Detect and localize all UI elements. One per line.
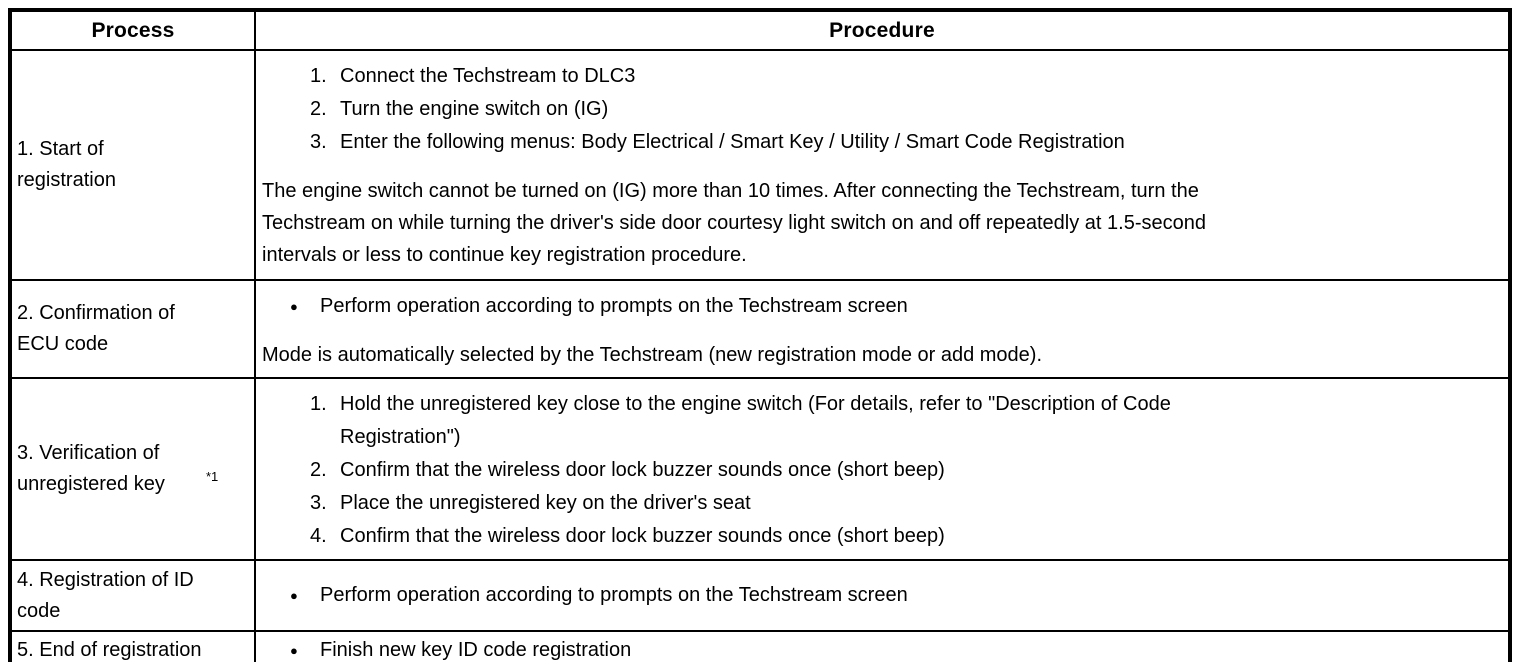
step-number: 2.: [310, 459, 327, 481]
process-procedure-table: [8, 8, 1512, 662]
process-cell: [10, 50, 255, 280]
process-cell: [10, 280, 255, 378]
procedure-bullet-item: [290, 290, 1498, 323]
bullet-text: Finish new key ID code registration: [320, 639, 632, 661]
process-cell: [10, 560, 255, 631]
process-label: 5. End of registration: [17, 639, 202, 661]
process-label: 1. Start of registration: [17, 138, 116, 191]
procedure-step: [310, 520, 1498, 553]
step-text: Turn the engine switch on (IG): [340, 98, 609, 120]
step-text: Connect the Techstream to DLC3: [340, 65, 636, 87]
process-label: 2. Confirmation of ECU code: [17, 302, 175, 355]
bullet-text: Perform operation according to prompts on the Techstream screen: [320, 295, 908, 317]
table-header-row: [10, 10, 1510, 50]
table-row-registration-of-id-code: [10, 560, 1510, 631]
table-row-confirmation-of-ecu-code: [10, 280, 1510, 378]
bullet-text: Perform operation according to prompts on the Techstream screen: [320, 584, 908, 606]
process-label: 4. Registration of ID code: [17, 568, 194, 622]
procedure-step: [310, 126, 1498, 159]
procedure-step: [310, 487, 1498, 520]
step-number: 3.: [310, 492, 327, 514]
procedure-bullet-item: [290, 579, 1498, 612]
table-row-start-of-registration: [10, 50, 1510, 280]
procedure-cell: [255, 378, 1510, 560]
process-label: 3. Verification of unregistered key: [17, 442, 165, 495]
bullet-icon: ●: [290, 643, 298, 658]
procedure-cell: [255, 560, 1510, 631]
step-number: 4.: [310, 525, 327, 547]
step-text: Confirm that the wireless door lock buzzer sounds once (short beep): [340, 525, 945, 547]
footnote-reference: *1: [206, 469, 219, 485]
procedure-bullet-item: [290, 634, 1498, 662]
step-number: 3.: [310, 131, 327, 153]
procedure-step: [310, 60, 1498, 93]
procedure-column-header: Procedure: [255, 10, 1510, 50]
procedure-cell: [255, 280, 1510, 378]
process-cell: [10, 378, 255, 560]
procedure-cell: [255, 50, 1510, 280]
bullet-icon: ●: [290, 588, 298, 603]
procedure-step: [310, 93, 1498, 126]
table-row-end-of-registration: [10, 631, 1510, 662]
procedure-cell: [255, 631, 1510, 662]
step-text: Hold the unregistered key close to the engine switch (For details, refer to "Description of Code Registration"): [340, 393, 1171, 448]
process-cell: [10, 631, 255, 662]
process-column-header: Process: [10, 10, 255, 50]
procedure-note: Mode is automatically selected by the Techstream (new registration mode or add mode).: [262, 344, 1043, 366]
step-text: Place the unregistered key on the driver's seat: [340, 492, 751, 514]
procedure-step: [310, 388, 1498, 454]
step-text: Enter the following menus: Body Electrical / Smart Key / Utility / Smart Code Registration: [340, 131, 1125, 153]
procedure-step: [310, 454, 1498, 487]
step-number: 1.: [310, 65, 327, 87]
step-text: Confirm that the wireless door lock buzzer sounds once (short beep): [340, 459, 945, 481]
table-row-verification-of-unregistered-key: [10, 378, 1510, 560]
step-number: 1.: [310, 393, 327, 415]
bullet-icon: ●: [290, 299, 298, 314]
procedure-note: The engine switch cannot be turned on (IG) more than 10 times. After connecting the Techstream, turn the Techstream on while turning the driver's side door courtesy light switch on and off repeatedly at 1.5-second intervals or less to continue key registration procedure.: [262, 180, 1206, 266]
step-number: 2.: [310, 98, 327, 120]
